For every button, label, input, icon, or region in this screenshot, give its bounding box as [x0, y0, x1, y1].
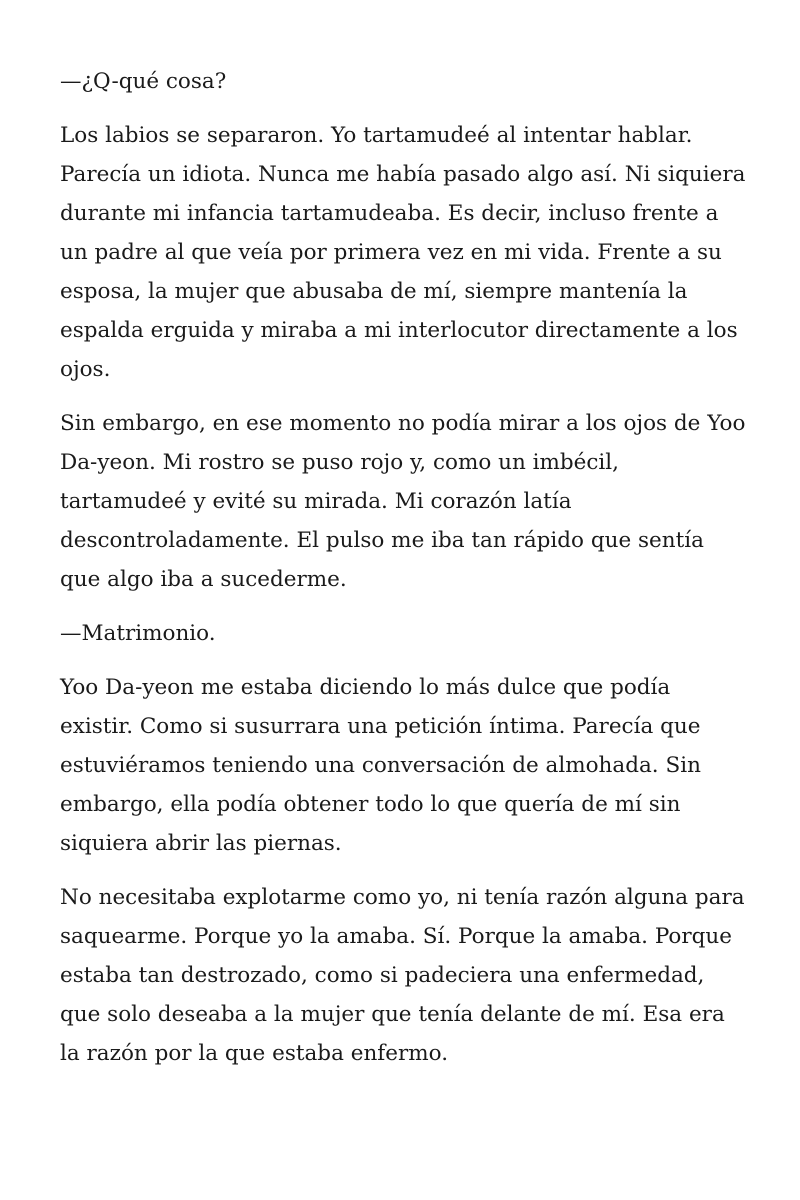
- paragraph: No necesitaba explotarme como yo, ni tenía razón alguna para saquearme. Porque yo la amaba. Sí. Porque la amaba. Porque estaba tan destrozado, como si padeciera una enfermedad, que solo deseaba a la mujer que tenía delante de mí. Esa era la razón por la que estaba enfermo.: [60, 885, 745, 1066]
- paragraph: Yoo Da-yeon me estaba diciendo lo más dulce que podía existir. Como si susurrara una petición íntima. Parecía que estuviéramos teniendo una conversación de almohada. Sin embargo, ella podía obtener todo lo que quería de mí sin siquiera abrir las piernas.: [60, 675, 701, 856]
- dialogue-line: —¿Q-qué cosa?: [60, 69, 227, 94]
- dialogue-line: —Matrimonio.: [60, 621, 216, 646]
- document-page: [60, 62, 750, 1088]
- paragraph: Los labios se separaron. Yo tartamudeé al intentar hablar. Parecía un idiota. Nunca me había pasado algo así. Ni siquiera durante mi infancia tartamudeaba. Es decir, incluso frente a un padre al que veía por primera vez en mi vida. Frente a su esposa, la mujer que abusaba de mí, siempre mantenía la espalda erguida y miraba a mi interlocutor directamente a los ojos.: [60, 123, 746, 382]
- paragraph: Sin embargo, en ese momento no podía mirar a los ojos de Yoo Da-yeon. Mi rostro se puso rojo y, como un imbécil, tartamudeé y evité su mirada. Mi corazón latía descontroladamente. El pulso me iba tan rápido que sentía que algo iba a sucederme.: [60, 411, 746, 592]
